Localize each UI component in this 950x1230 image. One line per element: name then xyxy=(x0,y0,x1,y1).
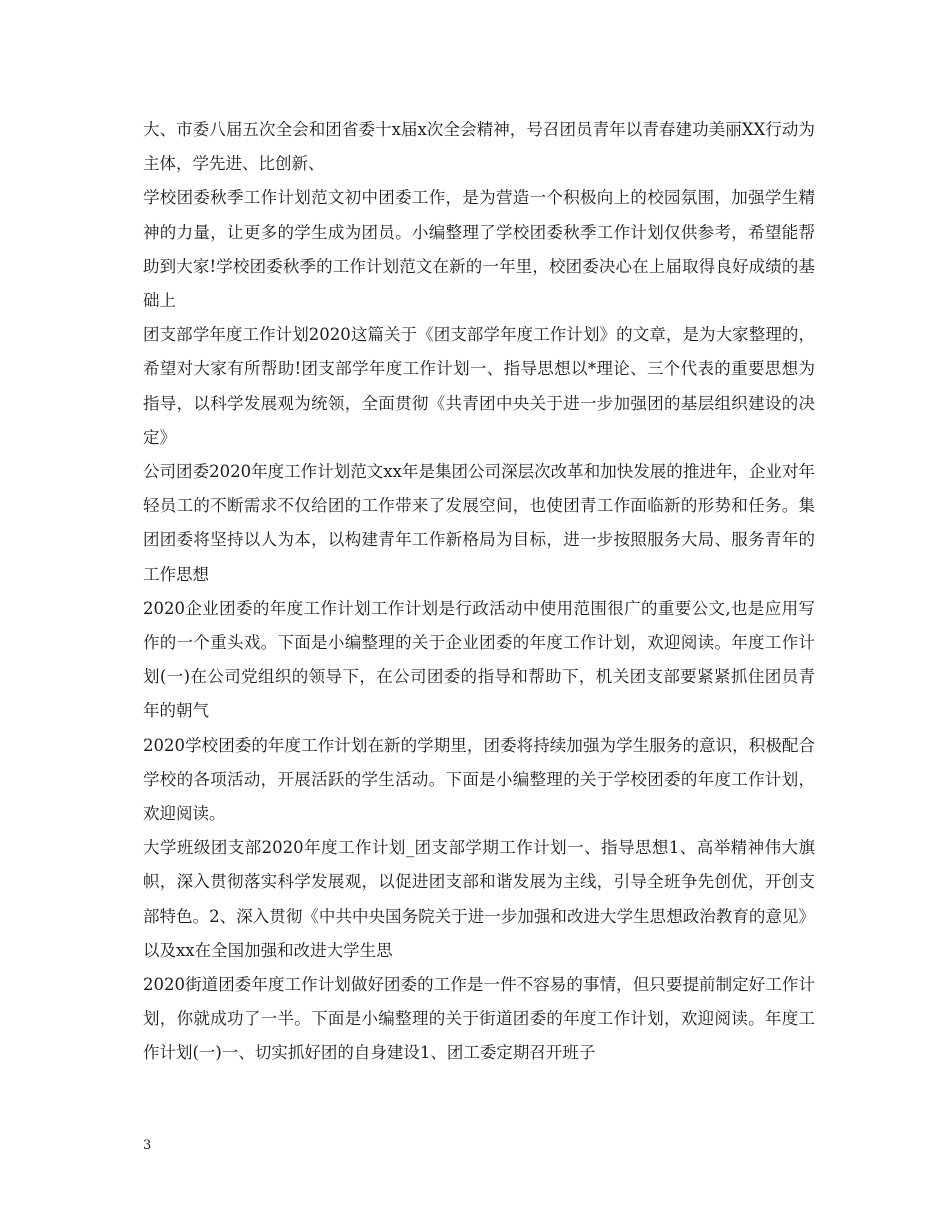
paragraph: 2020学校团委的年度工作计划在新的学期里，团委将持续加强为学生服务的意识，积极配合学校的各项活动，开展活跃的学生活动。下面是小编整理的关于学校团委的年度工作计划，欢迎阅读。 xyxy=(143,735,815,824)
paragraph: 公司团委2020年度工作计划范文xx年是集团公司深层次改革和加快发展的推进年，企业对年轻员工的不断需求不仅给团的工作带来了发展空间，也使团青工作面临新的形势和任务。集团团委将坚持以人为本，以构建青年工作新格局为目标，进一步按照服务大局、服务青年的工作思想 xyxy=(143,462,815,584)
document-body xyxy=(143,113,815,1071)
paragraph: 2020企业团委的年度工作计划工作计划是行政活动中使用范围很广的重要公文,也是应用写作的一个重头戏。下面是小编整理的关于企业团委的年度工作计划，欢迎阅读。年度工作计划(一)在公司党组织的领导下，在公司团委的指导和帮助下，机关团支部要紧紧抓住团员青年的朝气 xyxy=(143,598,815,721)
paragraph: 大、市委八届五次全会和团省委十x届x次全会精神，号召团员青年以青春建功美丽XX行动为主体，学先进、比创新、 xyxy=(143,120,815,174)
paragraph: 团支部学年度工作计划2020这篇关于《团支部学年度工作计划》的文章，是为大家整理的，希望对大家有所帮助!团支部学年度工作计划一、指导思想以*理论、三个代表的重要思想为指导，以科学发展观为统领，全面贯彻《共青团中央关于进一步加强团的基层组织建设的决定》 xyxy=(143,325,815,447)
paragraph: 学校团委秋季工作计划范文初中团委工作，是为营造一个积极向上的校园氛围，加强学生精神的力量，让更多的学生成为团员。小编整理了学校团委秋季工作计划仅供参考，希望能帮助到大家!学校团委秋季的工作计划范文在新的一年里，校团委决心在上届取得良好成绩的基础上 xyxy=(143,188,815,311)
page-number: 3 xyxy=(143,1138,152,1153)
paragraph: 2020街道团委年度工作计划做好团委的工作是一件不容易的事情，但只要提前制定好工作计划，你就成功了一半。下面是小编整理的关于街道团委的年度工作计划，欢迎阅读。年度工作计划(一)一、切实抓好团的自身建设1、团工委定期召开班子 xyxy=(143,975,815,1063)
paragraph: 大学班级团支部2020年度工作计划_团支部学期工作计划一、指导思想1、高举精神伟大旗帜，深入贯彻落实科学发展观，以促进团支部和谐发展为主线，引导全班争先创优，开创支部特色。2、深入贯彻《中共中央国务院关于进一步加强和改进大学生思想政治教育的意见》以及xx在全国加强和改进大学生思 xyxy=(143,838,815,960)
